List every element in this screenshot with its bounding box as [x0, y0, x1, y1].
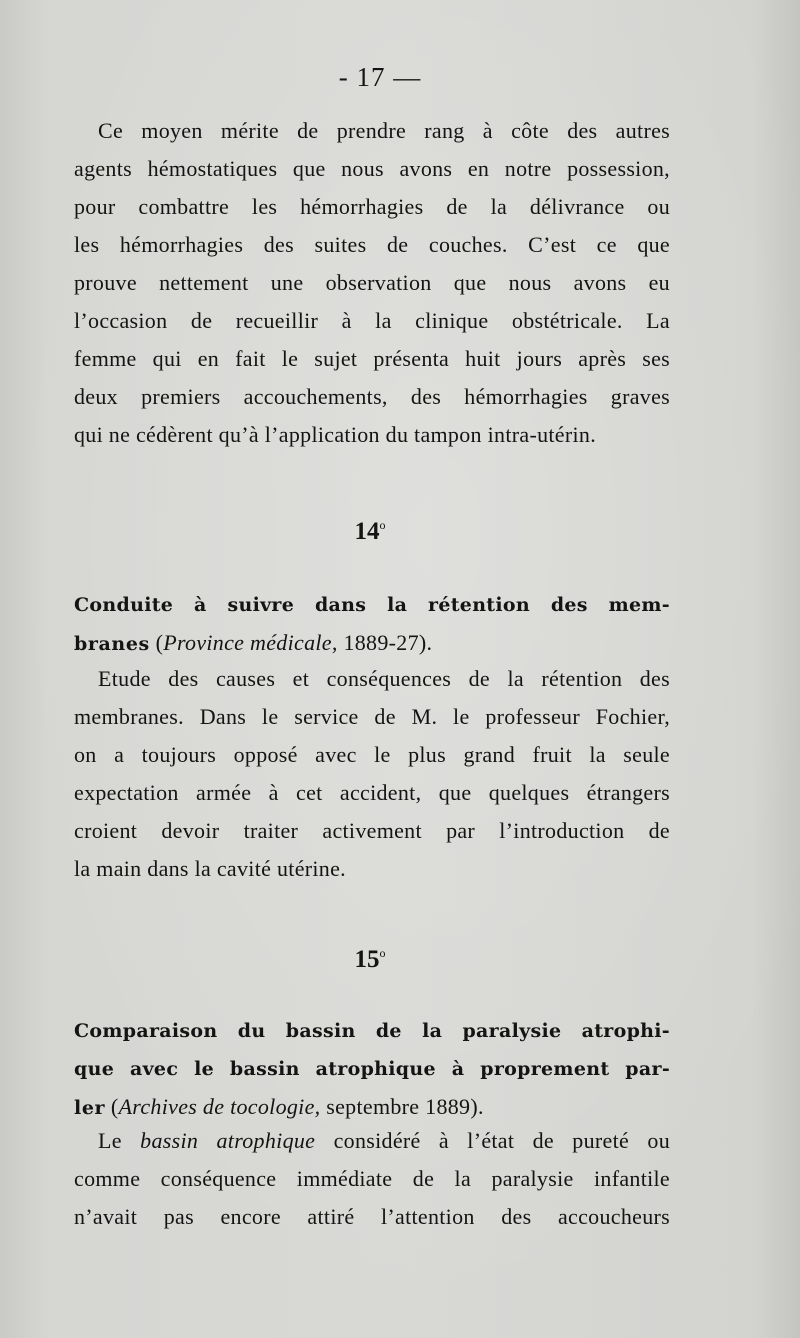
section-title-line: Conduite à suivre dans la rétention des mem- [74, 594, 670, 616]
text-line: l’occasion de recueillir à la clinique obstétricale. La [74, 308, 670, 333]
section-number-15 [0, 946, 740, 974]
reference-open: ( [105, 1094, 119, 1119]
section-14-body [74, 660, 670, 888]
section-number: 14 [354, 518, 380, 545]
reference-journal: Archives de tocologie, [118, 1094, 321, 1119]
text-line: n’avait pas encore attiré l’attention des accoucheurs [74, 1204, 670, 1229]
text-fragment: Le [98, 1128, 141, 1153]
section-title-word: ler [74, 1097, 106, 1119]
text-line: pour combattre les hémorrhagies de la délivrance ou [74, 194, 670, 219]
text-line: femme qui en fait le sujet présenta huit jours après ses [74, 346, 670, 371]
text-line: expectation armée à cet accident, que quelques étrangers [74, 780, 670, 805]
text-line: agents hémostatiques que nous avons en notre possession, [74, 156, 670, 181]
text-line: Etude des causes et conséquences de la rétention des [98, 666, 670, 691]
italic-term: bassin atrophique [140, 1128, 316, 1153]
reference-open: ( [149, 630, 164, 655]
section-title-word: branes [74, 633, 150, 655]
reference-date: 1889-27). [337, 630, 433, 655]
text-line: deux premiers accouchements, des hémorrhagies graves [74, 384, 670, 409]
section-number-14 [0, 518, 740, 546]
text-line: membranes. Dans le service de M. le professeur Fochier, [74, 704, 670, 729]
section-number: 15 [354, 946, 380, 973]
text-line: les hémorrhagies des suites de couches. C’est ce que [74, 232, 670, 257]
text-line: comme conséquence immédiate de la paralysie infantile [74, 1166, 670, 1191]
section-15-body [74, 1122, 670, 1236]
section-title-line: que avec le bassin atrophique à proprement par- [74, 1058, 670, 1080]
section-title-line-2 [74, 624, 670, 663]
section-14-title [74, 586, 670, 663]
text-fragment: considéré à l’état de pureté ou [315, 1128, 670, 1153]
text-line: on a toujours opposé avec le plus grand fruit la seule [74, 742, 670, 767]
text-line: croient devoir traiter activement par l’introduction de [74, 818, 670, 843]
page-number: - 17 — [338, 62, 422, 92]
text-line: qui ne cédèrent qu’à l’application du tampon intra-utérin. [74, 422, 596, 447]
text-line [74, 1122, 670, 1160]
section-title-line: Comparaison du bassin de la paralysie atrophi- [74, 1020, 670, 1042]
reference-journal: Province médicale, [163, 630, 338, 655]
text-line: la main dans la cavité utérine. [74, 856, 346, 881]
degree-mark: o [379, 946, 386, 960]
text-line: Ce moyen mérite de prendre rang à côte des autres [98, 118, 670, 143]
paragraph-intro [74, 112, 670, 454]
text-line: prouve nettement une observation que nous avons eu [74, 270, 670, 295]
degree-mark: o [379, 518, 386, 532]
reference-date: septembre 1889). [320, 1094, 484, 1119]
section-15-title [74, 1012, 670, 1127]
